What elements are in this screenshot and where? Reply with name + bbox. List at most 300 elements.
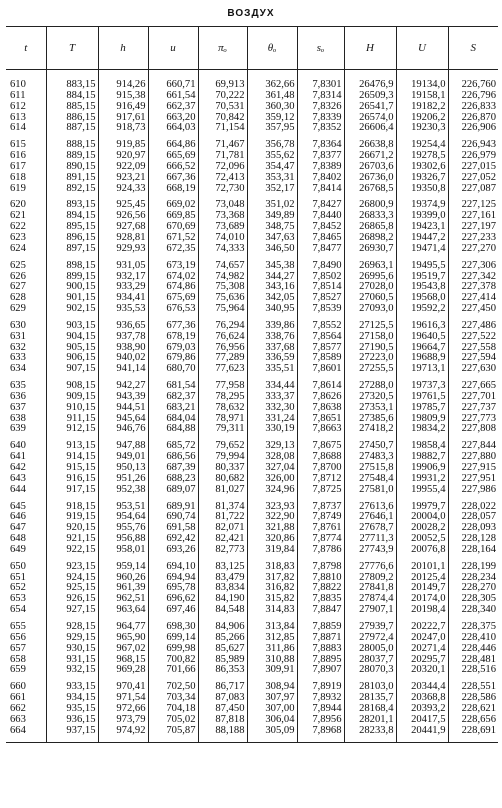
cell-col-H: 27581,0: [344, 485, 396, 496]
cell-col-u: 662,37: [148, 102, 198, 113]
cell-col-U: 19713,1: [396, 364, 448, 375]
cell-col-T: 902,15: [46, 304, 98, 315]
cell-col-pi0: 73,689: [198, 222, 247, 233]
cell-col-t: 660: [10, 682, 26, 693]
cell-col-u: 688,23: [148, 474, 198, 485]
cell-col-u: 701,66: [148, 665, 198, 676]
cell-col-s0: 7,8301: [297, 80, 344, 91]
cell-col-S: 227,306: [448, 261, 498, 272]
cell-col-t: 640: [10, 441, 26, 452]
cell-col-u: 660,71: [148, 80, 198, 91]
cell-col-T: 937,15: [46, 726, 98, 737]
cell-col-S: 226,760: [448, 80, 498, 91]
cell-col-t: 655: [10, 621, 26, 632]
cell-col-T: 923,15: [46, 562, 98, 573]
table-row: [6, 605, 498, 616]
table-row: [6, 485, 498, 496]
cell-col-T: 891,15: [46, 173, 98, 184]
cell-col-U: 19158,1: [396, 91, 448, 102]
cell-col-H: 27646,1: [344, 512, 396, 523]
cell-col-H: 26703,6: [344, 162, 396, 173]
cell-col-t: 611: [10, 90, 26, 101]
cell-col-pi0: 71,154: [198, 123, 247, 134]
cell-col-t: 641: [10, 452, 26, 463]
cell-col-U: 20198,4: [396, 605, 448, 616]
cell-col-u: 698,30: [148, 622, 198, 633]
cell-col-t: 658: [10, 654, 26, 665]
cell-col-U: 19374,9: [396, 200, 448, 211]
column-header-col-t: t: [6, 27, 46, 70]
cell-col-u: 683,21: [148, 403, 198, 414]
cell-col-U: 20149,7: [396, 583, 448, 594]
cell-col-S: 226,943: [448, 140, 498, 151]
cell-col-h: 964,77: [98, 622, 148, 633]
cell-col-pi0: 74,010: [198, 233, 247, 244]
cell-col-s0: 7,8577: [297, 343, 344, 354]
cell-col-theta0: 348,75: [247, 222, 297, 233]
cell-col-T: 912,15: [46, 424, 98, 435]
cell-col-S: 227,915: [448, 463, 498, 474]
cell-col-pi0: 86,353: [198, 665, 247, 676]
cell-col-T: 883,15: [46, 80, 98, 91]
cell-col-t: 661: [10, 693, 26, 704]
cell-col-S: 227,880: [448, 452, 498, 463]
table-row: [6, 244, 498, 255]
cell-col-H: 26768,5: [344, 184, 396, 195]
cell-col-h: 920,97: [98, 151, 148, 162]
cell-col-H: 27711,3: [344, 534, 396, 545]
cell-col-theta0: 355,62: [247, 151, 297, 162]
cell-col-u: 681,54: [148, 381, 198, 392]
table-row: [6, 343, 498, 354]
cell-col-T: 907,15: [46, 364, 98, 375]
cell-col-U: 20101,1: [396, 562, 448, 573]
cell-col-pi0: 75,308: [198, 282, 247, 293]
cell-col-S: 227,737: [448, 403, 498, 414]
cell-col-theta0: 345,38: [247, 261, 297, 272]
cell-col-h: 928,81: [98, 233, 148, 244]
cell-col-H: 26606,4: [344, 123, 396, 134]
cell-col-S: 228,375: [448, 622, 498, 633]
cell-col-theta0: 340,95: [247, 304, 297, 315]
cell-col-pi0: 82,773: [198, 545, 247, 556]
cell-col-U: 19134,0: [396, 80, 448, 91]
cell-col-S: 227,665: [448, 381, 498, 392]
cell-col-t: 631: [10, 331, 26, 342]
table-row: [6, 151, 498, 162]
cell-col-pi0: 81,374: [198, 502, 247, 513]
cell-col-pi0: 81,722: [198, 512, 247, 523]
cell-col-s0: 7,8737: [297, 502, 344, 513]
cell-col-h: 969,28: [98, 665, 148, 676]
cell-col-t: 648: [10, 534, 26, 545]
cell-col-s0: 7,8589: [297, 353, 344, 364]
cell-col-H: 26736,0: [344, 173, 396, 184]
cell-col-U: 19809,9: [396, 414, 448, 425]
cell-col-H: 26963,1: [344, 261, 396, 272]
cell-col-U: 20417,5: [396, 715, 448, 726]
cell-col-pi0: 76,956: [198, 343, 247, 354]
cell-col-theta0: 307,00: [247, 704, 297, 715]
table-row: [6, 304, 498, 315]
cell-col-pi0: 78,971: [198, 414, 247, 425]
cell-col-h: 914,26: [98, 80, 148, 91]
cell-col-pi0: 77,289: [198, 353, 247, 364]
cell-col-H: 26833,3: [344, 211, 396, 222]
cell-col-S: 226,906: [448, 123, 498, 134]
cell-col-H: 28201,1: [344, 715, 396, 726]
cell-col-H: 26930,7: [344, 244, 396, 255]
cell-col-T: 898,15: [46, 261, 98, 272]
cell-col-T: 931,15: [46, 655, 98, 666]
table-header: [6, 27, 498, 70]
cell-col-h: 970,41: [98, 682, 148, 693]
cell-col-T: 890,15: [46, 162, 98, 173]
cell-col-S: 228,691: [448, 726, 498, 737]
cell-col-T: 935,15: [46, 704, 98, 715]
cell-col-U: 19326,7: [396, 173, 448, 184]
cell-col-t: 633: [10, 353, 26, 364]
cell-col-u: 704,18: [148, 704, 198, 715]
cell-col-s0: 7,8377: [297, 151, 344, 162]
cell-col-theta0: 312,85: [247, 633, 297, 644]
table-row: [6, 321, 498, 332]
cell-col-h: 933,29: [98, 282, 148, 293]
table-row: [6, 353, 498, 364]
cell-col-t: 654: [10, 605, 26, 616]
table-row: [6, 452, 498, 463]
cell-col-t: 619: [10, 183, 26, 194]
cell-col-s0: 7,8688: [297, 452, 344, 463]
cell-col-t: 629: [10, 304, 26, 315]
cell-col-s0: 7,8490: [297, 261, 344, 272]
cell-col-U: 20320,1: [396, 665, 448, 676]
cell-col-s0: 7,8427: [297, 200, 344, 211]
cell-col-theta0: 357,95: [247, 123, 297, 134]
cell-col-S: 226,833: [448, 102, 498, 113]
cell-col-U: 19519,7: [396, 272, 448, 283]
cell-col-theta0: 315,82: [247, 594, 297, 605]
cell-col-S: 227,052: [448, 173, 498, 184]
cell-col-H: 27125,5: [344, 321, 396, 332]
cell-col-U: 19688,9: [396, 353, 448, 364]
cell-col-H: 26995,6: [344, 272, 396, 283]
cell-col-h: 917,61: [98, 113, 148, 124]
cell-col-t: 634: [10, 364, 26, 375]
cell-col-t: 616: [10, 151, 26, 162]
column-header-col-theta0: θₒ: [247, 27, 297, 70]
cell-col-S: 228,057: [448, 512, 498, 523]
cell-col-theta0: 347,63: [247, 233, 297, 244]
cell-col-S: 227,270: [448, 244, 498, 255]
cell-col-t: 623: [10, 232, 26, 243]
cell-col-H: 27223,0: [344, 353, 396, 364]
cell-col-theta0: 330,19: [247, 424, 297, 435]
cell-col-S: 227,125: [448, 200, 498, 211]
cell-col-s0: 7,8539: [297, 304, 344, 315]
cell-col-T: 887,15: [46, 123, 98, 134]
cell-col-pi0: 84,548: [198, 605, 247, 616]
cell-col-t: 653: [10, 594, 26, 605]
cell-col-u: 692,42: [148, 534, 198, 545]
cell-col-s0: 7,8352: [297, 123, 344, 134]
cell-col-u: 679,03: [148, 343, 198, 354]
table-row: [6, 113, 498, 124]
table-row: [6, 364, 498, 375]
cell-col-S: 226,870: [448, 113, 498, 124]
cell-col-t: 632: [10, 342, 26, 353]
cell-col-u: 700,82: [148, 655, 198, 666]
cell-col-h: 922,09: [98, 162, 148, 173]
cell-col-theta0: 336,59: [247, 353, 297, 364]
cell-col-U: 20052,5: [396, 534, 448, 545]
cell-col-S: 228,481: [448, 655, 498, 666]
cell-col-h: 931,05: [98, 261, 148, 272]
cell-col-pi0: 79,311: [198, 424, 247, 435]
cell-col-u: 697,46: [148, 605, 198, 616]
cell-col-theta0: 308,94: [247, 682, 297, 693]
cell-col-S: 227,486: [448, 321, 498, 332]
cell-col-T: 906,15: [46, 353, 98, 364]
cell-col-h: 932,17: [98, 272, 148, 283]
cell-col-H: 28037,7: [344, 655, 396, 666]
cell-col-H: 28233,8: [344, 726, 396, 737]
cell-col-T: 895,15: [46, 222, 98, 233]
cell-col-U: 19350,8: [396, 184, 448, 195]
cell-col-theta0: 360,30: [247, 102, 297, 113]
cell-col-s0: 7,8364: [297, 140, 344, 151]
cell-col-T: 893,15: [46, 200, 98, 211]
cell-col-t: 618: [10, 172, 26, 183]
cell-col-u: 663,20: [148, 113, 198, 124]
cell-col-s0: 7,8761: [297, 523, 344, 534]
cell-col-S: 228,234: [448, 573, 498, 584]
cell-col-T: 925,15: [46, 583, 98, 594]
cell-col-pi0: 70,531: [198, 102, 247, 113]
cell-col-U: 20271,4: [396, 644, 448, 655]
cell-col-s0: 7,8883: [297, 644, 344, 655]
cell-col-t: 662: [10, 703, 26, 714]
cell-col-S: 227,414: [448, 293, 498, 304]
cell-col-t: 621: [10, 211, 26, 222]
cell-col-h: 949,01: [98, 452, 148, 463]
cell-col-h: 942,27: [98, 381, 148, 392]
cell-col-theta0: 307,97: [247, 693, 297, 704]
cell-col-h: 950,13: [98, 463, 148, 474]
cell-col-S: 227,522: [448, 332, 498, 343]
cell-col-pi0: 80,682: [198, 474, 247, 485]
cell-col-h: 934,41: [98, 293, 148, 304]
cell-col-pi0: 84,190: [198, 594, 247, 605]
cell-col-h: 972,66: [98, 704, 148, 715]
cell-col-theta0: 319,84: [247, 545, 297, 556]
cell-col-h: 918,73: [98, 123, 148, 134]
cell-col-t: 638: [10, 413, 26, 424]
table-row: [6, 272, 498, 283]
cell-col-u: 676,53: [148, 304, 198, 315]
cell-col-S: 227,197: [448, 222, 498, 233]
cell-col-u: 689,91: [148, 502, 198, 513]
cell-col-theta0: 313,84: [247, 622, 297, 633]
cell-col-theta0: 349,89: [247, 211, 297, 222]
table-row: [6, 523, 498, 534]
table-row: [6, 211, 498, 222]
cell-col-theta0: 305,09: [247, 726, 297, 737]
cell-col-u: 670,69: [148, 222, 198, 233]
cell-col-H: 27093,0: [344, 304, 396, 315]
cell-col-h: 945,64: [98, 414, 148, 425]
cell-col-S: 228,164: [448, 545, 498, 556]
cell-col-theta0: 321,88: [247, 523, 297, 534]
table-row: [6, 715, 498, 726]
cell-col-h: 946,76: [98, 424, 148, 435]
cell-col-s0: 7,8440: [297, 211, 344, 222]
cell-col-h: 940,02: [98, 353, 148, 364]
cell-col-h: 955,76: [98, 523, 148, 534]
cell-col-S: 228,551: [448, 682, 498, 693]
cell-col-S: 228,340: [448, 605, 498, 616]
cell-col-U: 19182,2: [396, 102, 448, 113]
cell-col-s0: 7,8968: [297, 726, 344, 737]
cell-col-U: 19834,2: [396, 424, 448, 435]
table-row: [6, 233, 498, 244]
cell-col-H: 27874,4: [344, 594, 396, 605]
cell-col-u: 695,78: [148, 583, 198, 594]
cell-col-s0: 7,8527: [297, 293, 344, 304]
cell-col-H: 27288,0: [344, 381, 396, 392]
cell-col-H: 26509,3: [344, 91, 396, 102]
cell-col-S: 227,701: [448, 392, 498, 403]
cell-col-pi0: 73,368: [198, 211, 247, 222]
cell-col-theta0: 351,02: [247, 200, 297, 211]
cell-col-t: 630: [10, 320, 26, 331]
cell-col-pi0: 78,632: [198, 403, 247, 414]
cell-col-S: 227,630: [448, 364, 498, 375]
cell-col-U: 20076,8: [396, 545, 448, 556]
table-row: [6, 665, 498, 676]
cell-col-h: 938,90: [98, 343, 148, 354]
cell-col-h: 960,26: [98, 573, 148, 584]
cell-col-s0: 7,8626: [297, 392, 344, 403]
cell-col-H: 28070,3: [344, 665, 396, 676]
cell-col-s0: 7,8956: [297, 715, 344, 726]
cell-col-H: 27028,0: [344, 282, 396, 293]
table-row: [6, 474, 498, 485]
cell-col-s0: 7,8614: [297, 381, 344, 392]
cell-col-h: 951,26: [98, 474, 148, 485]
cell-col-T: 918,15: [46, 502, 98, 513]
cell-col-u: 689,07: [148, 485, 198, 496]
cell-col-H: 27515,8: [344, 463, 396, 474]
cell-col-U: 19206,2: [396, 113, 448, 124]
cell-col-U: 19568,0: [396, 293, 448, 304]
cell-col-pi0: 72,730: [198, 184, 247, 195]
cell-col-H: 27255,5: [344, 364, 396, 375]
cell-col-T: 916,15: [46, 474, 98, 485]
cell-col-h: 961,39: [98, 583, 148, 594]
cell-col-H: 27939,7: [344, 622, 396, 633]
cell-col-theta0: 361,48: [247, 91, 297, 102]
table-row: [6, 534, 498, 545]
cell-col-T: 884,15: [46, 91, 98, 102]
cell-col-pi0: 85,266: [198, 633, 247, 644]
cell-col-h: 943,39: [98, 392, 148, 403]
table-row: [6, 622, 498, 633]
cell-col-u: 699,98: [148, 644, 198, 655]
cell-col-U: 19423,1: [396, 222, 448, 233]
cell-col-s0: 7,8477: [297, 244, 344, 255]
table-row: [6, 633, 498, 644]
cell-col-theta0: 344,27: [247, 272, 297, 283]
column-header-col-H: H: [344, 27, 396, 70]
cell-col-theta0: 354,47: [247, 162, 297, 173]
cell-col-t: 642: [10, 463, 26, 473]
cell-col-U: 19931,2: [396, 474, 448, 485]
cell-col-pi0: 78,295: [198, 392, 247, 403]
cell-col-pi0: 77,623: [198, 364, 247, 375]
cell-col-U: 20004,0: [396, 512, 448, 523]
cell-col-t: 649: [10, 544, 26, 555]
cell-col-pi0: 86,717: [198, 682, 247, 693]
cell-col-s0: 7,8326: [297, 102, 344, 113]
cell-col-theta0: 342,05: [247, 293, 297, 304]
cell-col-u: 696,62: [148, 594, 198, 605]
cell-col-U: 20174,0: [396, 594, 448, 605]
table-row: [6, 594, 498, 605]
cell-col-pi0: 75,964: [198, 304, 247, 315]
cell-col-h: 963,64: [98, 605, 148, 616]
cell-col-theta0: 346,50: [247, 244, 297, 255]
cell-col-u: 690,74: [148, 512, 198, 523]
cell-col-t: 612: [10, 101, 26, 112]
cell-col-u: 674,86: [148, 282, 198, 293]
cell-col-h: 936,65: [98, 321, 148, 332]
cell-col-U: 19664,7: [396, 343, 448, 354]
cell-col-t: 650: [10, 561, 26, 572]
cell-col-h: 962,51: [98, 594, 148, 605]
column-header-col-U: U: [396, 27, 448, 70]
cell-col-t: 652: [10, 583, 26, 594]
cell-col-u: 684,04: [148, 414, 198, 425]
cell-col-t: 613: [10, 112, 26, 123]
cell-col-theta0: 335,51: [247, 364, 297, 375]
cell-col-pi0: 77,958: [198, 381, 247, 392]
cell-col-u: 667,36: [148, 173, 198, 184]
cell-col-pi0: 83,479: [198, 573, 247, 584]
cell-col-u: 687,39: [148, 463, 198, 474]
cell-col-s0: 7,8700: [297, 463, 344, 474]
table-row: [6, 261, 498, 272]
cell-col-pi0: 74,657: [198, 261, 247, 272]
table-row: [6, 693, 498, 704]
cell-col-T: 936,15: [46, 715, 98, 726]
table-row: [6, 502, 498, 513]
cell-col-u: 664,86: [148, 140, 198, 151]
column-header-col-u: u: [148, 27, 198, 70]
cell-col-t: 664: [10, 725, 26, 736]
cell-col-theta0: 332,30: [247, 403, 297, 414]
cell-col-pi0: 85,627: [198, 644, 247, 655]
cell-col-u: 705,87: [148, 726, 198, 737]
cell-col-H: 27678,7: [344, 523, 396, 534]
cell-col-T: 926,15: [46, 594, 98, 605]
cell-col-H: 28103,0: [344, 682, 396, 693]
cell-col-H: 27353,1: [344, 403, 396, 414]
cell-col-S: 228,586: [448, 693, 498, 704]
cell-col-U: 19616,3: [396, 321, 448, 332]
cell-col-pi0: 83,125: [198, 562, 247, 573]
table-row: [6, 655, 498, 666]
